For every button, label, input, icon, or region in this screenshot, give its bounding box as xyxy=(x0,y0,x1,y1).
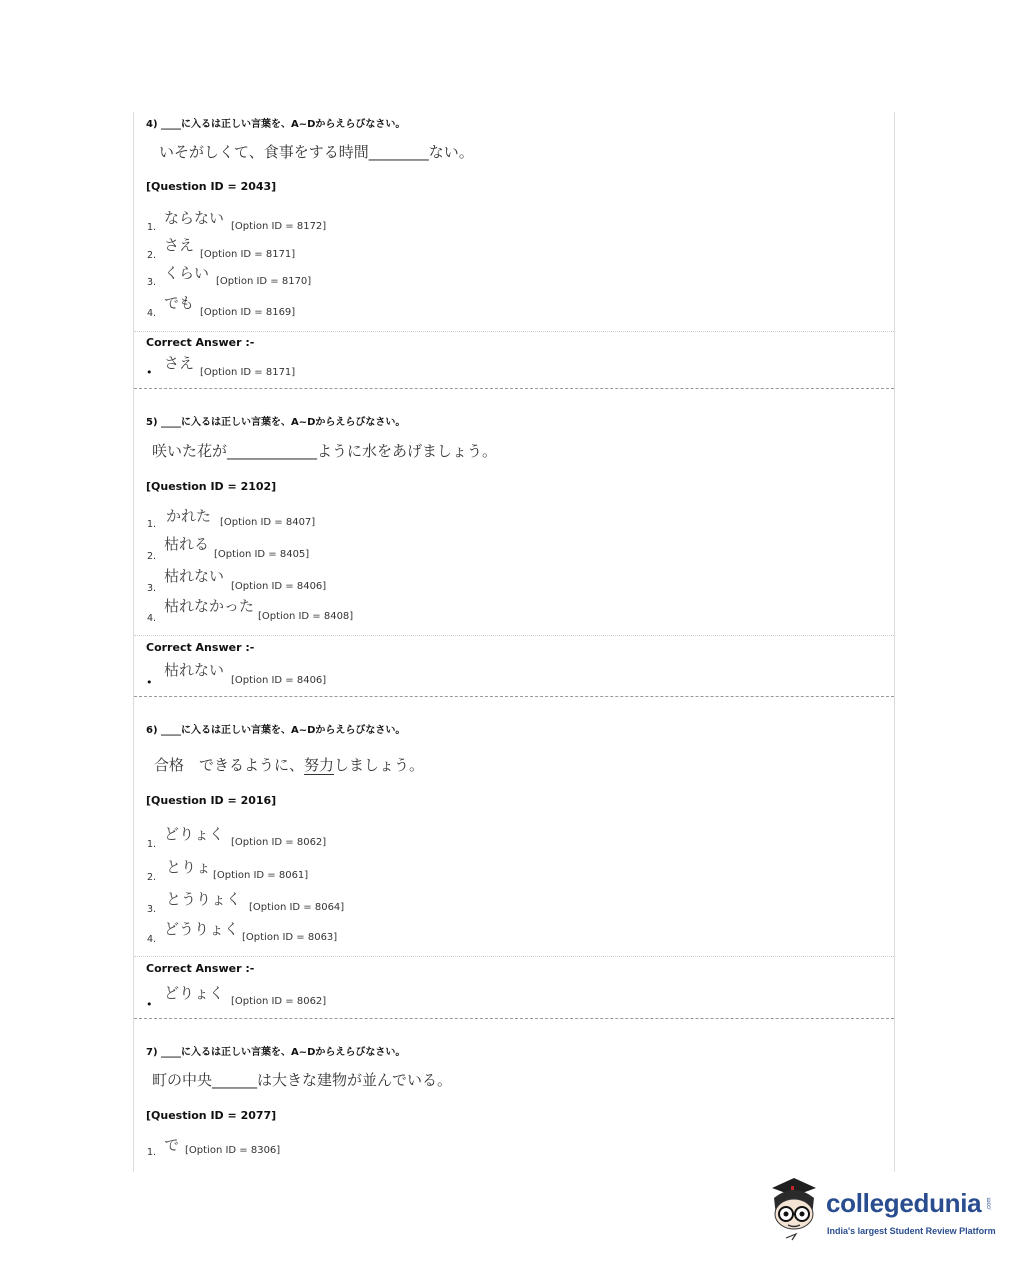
q4-correct-answer-text: さえ xyxy=(164,354,195,372)
brand-suffix: .com xyxy=(986,1197,993,1211)
q5-option-1-number: 1. xyxy=(147,519,157,530)
q6-correct-answer-text: どりょく xyxy=(164,984,225,1002)
divider xyxy=(134,635,894,636)
q5-option-2-text: 枯れる xyxy=(164,535,210,553)
divider xyxy=(134,956,894,957)
q4-option-3-number: 3. xyxy=(147,277,157,288)
q7-option-1-number: 1. xyxy=(147,1147,157,1158)
q4-instruction: 4) ____に入るは正しい言葉を、A~Dからえらびなさい。 xyxy=(146,119,406,130)
q6-option-2-number: 2. xyxy=(147,872,157,883)
brand-name: collegedunia xyxy=(826,1188,982,1218)
q5-correct-answer-text: 枯れない xyxy=(164,661,225,679)
q6-instruction: 6) ____に入るは正しい言葉を、A~Dからえらびなさい。 xyxy=(146,725,406,736)
q6-option-3-text: とうりょく xyxy=(166,890,242,908)
q5-instruction: 5) ____に入るは正しい言葉を、A~Dからえらびなさい。 xyxy=(146,417,406,428)
q4-sentence: いそがしくて、食事をする時間________ない。 xyxy=(159,143,474,161)
q4-option-1-number: 1. xyxy=(147,222,157,233)
q5-question-id: [Question ID = 2102] xyxy=(146,480,277,493)
divider xyxy=(134,696,894,697)
bullet: • xyxy=(146,366,153,379)
q4-option-3-id: [Option ID = 8170] xyxy=(216,276,312,287)
q6-option-3-number: 3. xyxy=(147,904,157,915)
divider xyxy=(134,388,894,389)
q5-option-2-number: 2. xyxy=(147,551,157,562)
q6-sentence-part-3: しましょう。 xyxy=(334,756,425,774)
q6-underlined-word: 努力 xyxy=(304,756,335,774)
q5-correct-answer-label: Correct Answer :- xyxy=(146,641,255,654)
q5-correct-answer-id: [Option ID = 8406] xyxy=(231,675,327,686)
q5-option-4-text: 枯れなかった xyxy=(164,597,255,615)
q5-option-1-id: [Option ID = 8407] xyxy=(220,517,316,528)
q4-option-4-number: 4. xyxy=(147,308,157,319)
q6-sentence-part-1: 合格 できるように、 xyxy=(154,756,305,774)
q5-option-3-number: 3. xyxy=(147,583,157,594)
q6-option-4-number: 4. xyxy=(147,934,157,945)
q6-option-2-text: とりょ xyxy=(166,858,212,876)
q6-correct-answer-id: [Option ID = 8062] xyxy=(231,996,327,1007)
q4-option-2-text: さえ xyxy=(164,236,195,254)
q6-option-1-number: 1. xyxy=(147,839,157,850)
q5-option-2-id: [Option ID = 8405] xyxy=(214,549,310,560)
collegedunia-mascot-logo xyxy=(766,1176,824,1242)
q7-option-1-text: で xyxy=(164,1136,180,1154)
q4-option-1-id: [Option ID = 8172] xyxy=(231,221,327,232)
q4-correct-answer-id: [Option ID = 8171] xyxy=(200,367,296,378)
q6-option-1-text: どりょく xyxy=(164,825,225,843)
q5-option-4-id: [Option ID = 8408] xyxy=(258,611,354,622)
q5-sentence: 咲いた花が____________ように水をあげましょう。 xyxy=(152,442,498,460)
q7-sentence: 町の中央______は大きな建物が並んでいる。 xyxy=(152,1071,453,1089)
q4-option-4-id: [Option ID = 8169] xyxy=(200,307,296,318)
divider xyxy=(134,1018,894,1019)
q5-option-3-id: [Option ID = 8406] xyxy=(231,581,327,592)
q6-option-3-id: [Option ID = 8064] xyxy=(249,902,345,913)
q4-option-4-text: でも xyxy=(164,294,195,312)
q6-option-1-id: [Option ID = 8062] xyxy=(231,837,327,848)
q4-option-1-text: ならない xyxy=(164,209,225,227)
q6-sentence xyxy=(154,754,424,775)
q4-question-id: [Question ID = 2043] xyxy=(146,180,277,193)
brand-tagline: India's largest Student Review Platform xyxy=(827,1226,996,1236)
q4-option-2-id: [Option ID = 8171] xyxy=(200,249,296,260)
q5-option-4-number: 4. xyxy=(147,613,157,624)
q6-option-2-id: [Option ID = 8061] xyxy=(213,870,309,881)
divider xyxy=(134,331,894,332)
q7-question-id: [Question ID = 2077] xyxy=(146,1109,277,1122)
bullet: • xyxy=(146,998,153,1011)
q6-question-id: [Question ID = 2016] xyxy=(146,794,277,807)
q5-option-1-text: かれた xyxy=(166,507,212,525)
exam-sheet xyxy=(133,112,895,1172)
bullet: • xyxy=(146,676,153,689)
q5-option-3-text: 枯れない xyxy=(164,567,225,585)
q6-option-4-id: [Option ID = 8063] xyxy=(242,932,338,943)
q4-option-2-number: 2. xyxy=(147,250,157,261)
q4-option-3-text: くらい xyxy=(164,264,210,282)
q4-correct-answer-label: Correct Answer :- xyxy=(146,336,255,349)
q7-instruction: 7) ____に入るは正しい言葉を、A~Dからえらびなさい。 xyxy=(146,1047,406,1058)
q7-option-1-id: [Option ID = 8306] xyxy=(185,1145,281,1156)
q6-correct-answer-label: Correct Answer :- xyxy=(146,962,255,975)
q6-option-4-text: どうりょく xyxy=(164,920,240,938)
